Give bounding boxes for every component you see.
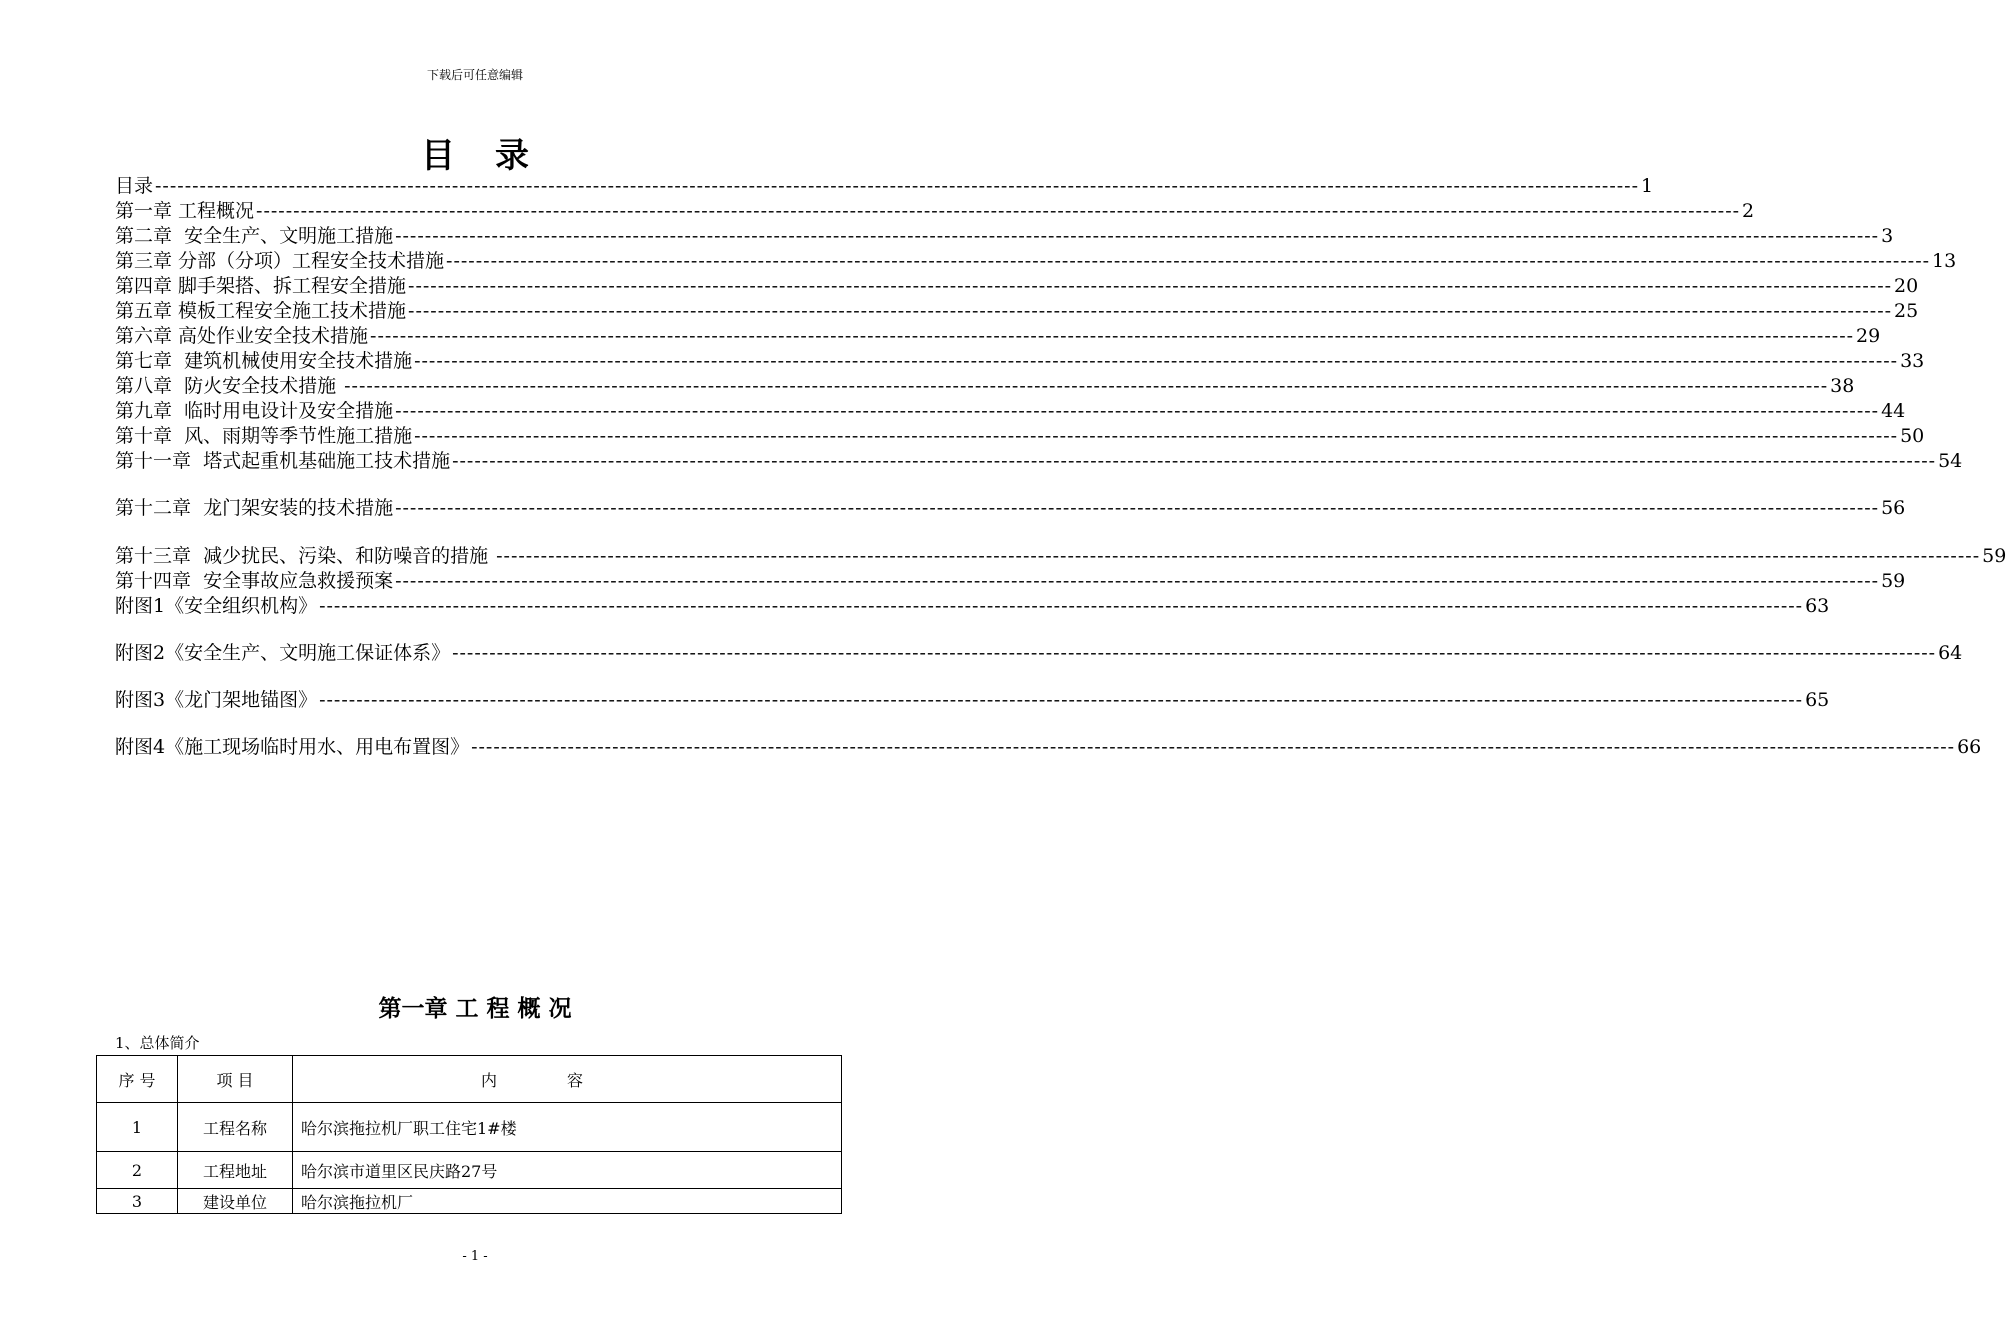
toc-leader: -------------------------------------------------------------------------------------------------------------------------------------------------------------------------------------------------------- [496,545,1981,567]
toc-entry-label: 第十章 风、雨期等季节性施工措施 [115,425,413,447]
toc-entry-label: 第六章 高处作业安全技术措施 [115,325,369,347]
toc-leader: -------------------------------------------------------------------------------------------------------------------------------------------------------------------------------------------------------- [408,300,1893,322]
header-content: 内容 [293,1056,842,1103]
toc-entry[interactable] [115,324,1881,348]
toc-entry-label: 第十二章 龙门架安装的技术措施 [115,497,394,519]
toc-leader: -------------------------------------------------------------------------------------------------------------------------------------------------------------------------------------------------------- [414,350,1899,372]
toc-leader: -------------------------------------------------------------------------------------------------------------------------------------------------------------------------------------------------------- [256,200,1741,222]
toc-entry-label: 第八章 防火安全技术措施 [115,375,343,397]
toc-entry-page: 66 [1957,736,1982,758]
cell-content: 哈尔滨拖拉机厂职工住宅1#楼 [293,1103,842,1152]
cell-item: 建设单位 [178,1189,293,1214]
toc-leader: -------------------------------------------------------------------------------------------------------------------------------------------------------------------------------------------------------- [452,642,1937,664]
toc-entry[interactable] [115,424,1925,448]
toc-entry[interactable] [115,496,1906,520]
table-row [97,1103,842,1152]
toc-leader: -------------------------------------------------------------------------------------------------------------------------------------------------------------------------------------------------------- [471,736,1956,758]
toc-entry[interactable] [115,735,1982,759]
toc-entry-page: 64 [1938,642,1963,664]
toc-leader: -------------------------------------------------------------------------------------------------------------------------------------------------------------------------------------------------------- [319,595,1804,617]
chapter-title: 第一章 工 程 概 况 [378,995,572,1022]
toc-leader: -------------------------------------------------------------------------------------------------------------------------------------------------------------------------------------------------------- [452,450,1937,472]
toc-leader: -------------------------------------------------------------------------------------------------------------------------------------------------------------------------------------------------------- [395,570,1880,592]
toc-entry-page: 56 [1881,497,1906,519]
toc-entry-label: 目录 [115,175,154,197]
toc-entry[interactable] [115,374,1855,398]
toc-entry-page: 20 [1894,275,1919,297]
toc-leader: -------------------------------------------------------------------------------------------------------------------------------------------------------------------------------------------------------- [319,689,1804,711]
cell-number: 1 [97,1103,178,1152]
toc-entry-page: 25 [1894,300,1919,322]
toc-leader: -------------------------------------------------------------------------------------------------------------------------------------------------------------------------------------------------------- [395,225,1880,247]
section-label: 1、总体简介 [115,1034,200,1052]
table-header-row [97,1056,842,1103]
toc-entry[interactable] [115,224,1894,248]
toc-entry-page: 44 [1881,400,1906,422]
toc-entry-label: 第七章 建筑机械使用安全技术措施 [115,350,413,372]
toc-entry-page: 38 [1830,375,1855,397]
toc-entry-label: 第三章 分部（分项）工程安全技术措施 [115,250,445,272]
toc-entry-page: 59 [1982,545,2006,567]
table-row [97,1189,842,1214]
toc-entry-label: 附图3《龙门架地锚图》 [115,689,318,711]
toc-entry[interactable] [115,594,1830,618]
cell-item: 工程名称 [178,1103,293,1152]
cell-content: 哈尔滨拖拉机厂 [293,1189,842,1214]
toc-entry-label: 第十三章 减少扰民、污染、和防噪音的措施 [115,545,495,567]
cell-content: 哈尔滨市道里区民庆路27号 [293,1152,842,1189]
toc-entry[interactable] [115,399,1906,423]
table-row [97,1152,842,1189]
toc-entry-label: 附图1《安全组织机构》 [115,595,318,617]
toc-entry-label: 第一章 工程概况 [115,200,255,222]
toc-entry-page: 59 [1881,570,1906,592]
toc-leader: -------------------------------------------------------------------------------------------------------------------------------------------------------------------------------------------------------- [414,425,1899,447]
toc-entry[interactable] [115,641,1963,665]
toc-entry[interactable] [115,569,1906,593]
toc-entry[interactable] [115,349,1925,373]
toc-entry-page: 1 [1641,175,1654,197]
toc-entry-page: 2 [1742,200,1755,222]
overview-table [96,1055,842,1214]
toc-leader: -------------------------------------------------------------------------------------------------------------------------------------------------------------------------------------------------------- [395,497,1880,519]
toc-entry[interactable] [115,449,1963,473]
header-number: 序 号 [97,1056,178,1103]
cell-item: 工程地址 [178,1152,293,1189]
page-header-note: 下载后可任意编辑 [426,68,523,82]
toc-entry[interactable] [115,544,2006,568]
toc-entry-page: 3 [1881,225,1894,247]
toc-entry-label: 第五章 模板工程安全施工技术措施 [115,300,407,322]
toc-entry[interactable] [115,688,1830,712]
toc-entry-page: 65 [1805,689,1830,711]
toc-entry-page: 54 [1938,450,1963,472]
toc-entry-label: 第九章 临时用电设计及安全措施 [115,400,394,422]
toc-leader: -------------------------------------------------------------------------------------------------------------------------------------------------------------------------------------------------------- [395,400,1880,422]
toc-entry-page: 50 [1900,425,1925,447]
toc-leader: -------------------------------------------------------------------------------------------------------------------------------------------------------------------------------------------------------- [155,175,1639,197]
toc-leader: -------------------------------------------------------------------------------------------------------------------------------------------------------------------------------------------------------- [446,250,1931,272]
toc-leader: -------------------------------------------------------------------------------------------------------------------------------------------------------------------------------------------------------- [370,325,1855,347]
toc-entry-label: 第十一章 塔式起重机基础施工技术措施 [115,450,451,472]
cell-number: 3 [97,1189,178,1214]
toc-entry[interactable] [115,274,1919,298]
toc-entry-page: 33 [1900,350,1925,372]
toc-entry[interactable] [115,299,1919,323]
toc-entry-label: 第四章 脚手架搭、拆工程安全措施 [115,275,407,297]
toc-entry[interactable] [115,174,1654,198]
toc-entry-page: 13 [1932,250,1957,272]
page-number-footer: - 1 - [462,1249,488,1264]
toc-entry-label: 第十四章 安全事故应急救援预案 [115,570,394,592]
toc-entry[interactable] [115,199,1755,223]
header-item: 项 目 [178,1056,293,1103]
toc-entry[interactable] [115,249,1957,273]
toc-leader: -------------------------------------------------------------------------------------------------------------------------------------------------------------------------------------------------------- [344,375,1829,397]
toc-entry-page: 29 [1856,325,1881,347]
toc-leader: -------------------------------------------------------------------------------------------------------------------------------------------------------------------------------------------------------- [408,275,1893,297]
toc-entry-label: 附图4《施工现场临时用水、用电布置图》 [115,736,470,758]
toc-entry-page: 63 [1805,595,1830,617]
toc-entry-label: 第二章 安全生产、文明施工措施 [115,225,394,247]
toc-title: 目录 [421,136,569,176]
cell-number: 2 [97,1152,178,1189]
toc-entry-label: 附图2《安全生产、文明施工保证体系》 [115,642,451,664]
